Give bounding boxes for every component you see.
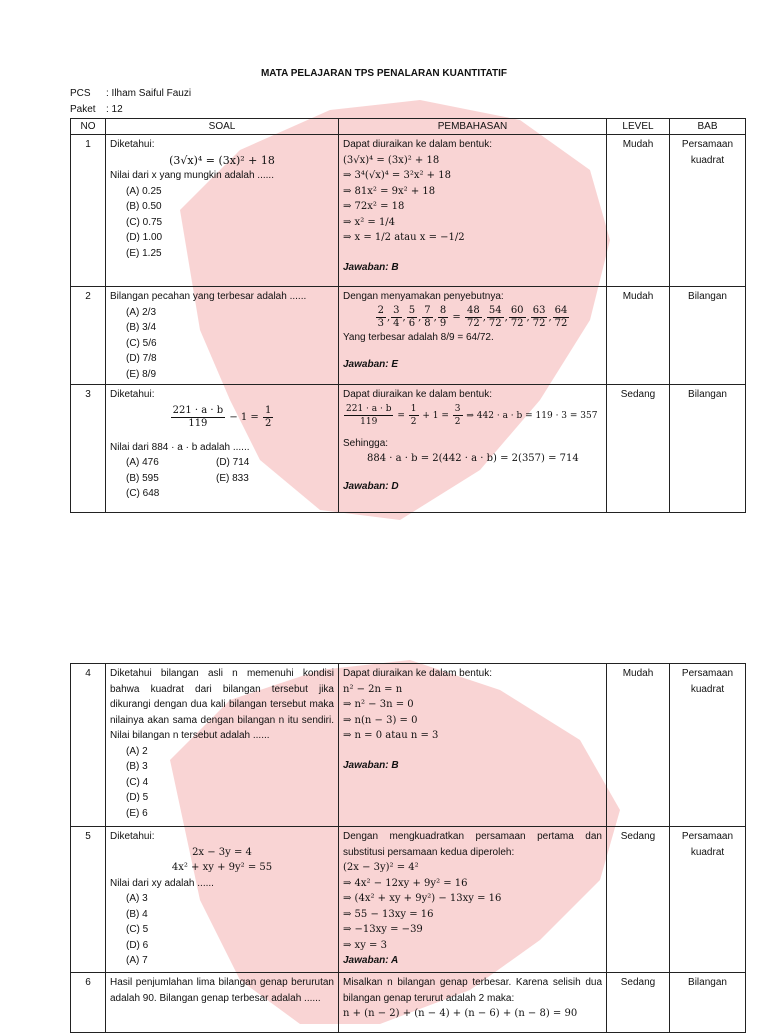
question-text: Nilai dari xy adalah ...... bbox=[110, 877, 214, 889]
question-equation: (3√x)⁴ = (3x)² + 18 bbox=[169, 153, 275, 167]
solution-line: n + (n − 2) + (n − 4) + (n − 6) + (n − 8) = 90 bbox=[343, 1008, 578, 1019]
option-e: (E) 6 bbox=[126, 807, 148, 819]
solution-line: ⇒ 55 − 13xy = 16 bbox=[343, 908, 434, 920]
option-c: (C) 4 bbox=[126, 776, 149, 788]
header-pembahasan: PEMBAHASAN bbox=[339, 119, 607, 135]
solution-line: n² − 2n = n bbox=[343, 683, 403, 695]
option-a: (A) 476 bbox=[126, 457, 159, 468]
option-row bbox=[110, 455, 334, 471]
solution-conclusion: Yang terbesar adalah 8/9 = 64/72. bbox=[343, 331, 494, 343]
option-d: (D) 6 bbox=[126, 939, 149, 951]
answer-key: Jawaban: D bbox=[343, 480, 399, 492]
option-e: (E) 1.25 bbox=[126, 247, 162, 259]
fraction: $\frac{60}{72}$ bbox=[510, 304, 524, 329]
chapter-cell: Bilangan bbox=[670, 385, 746, 513]
paket-value: : 12 bbox=[106, 104, 123, 115]
option-b: (B) 0.50 bbox=[126, 201, 162, 212]
header-level: LEVEL bbox=[607, 119, 670, 135]
row-number: 2 bbox=[71, 287, 106, 385]
meta-paket bbox=[70, 104, 123, 115]
row-number: 6 bbox=[71, 973, 106, 1033]
option-c: (C) 5 bbox=[126, 924, 149, 935]
table-row bbox=[71, 135, 746, 287]
question-equation: $\frac{221 \cdot a \cdot b}{119}$ − 1 = $\frac{1}{2}$ bbox=[172, 404, 272, 429]
solution-line: ⇒ (4x² + xy + 9y²) − 13xy = 16 bbox=[343, 893, 502, 904]
solution-cell bbox=[339, 135, 607, 287]
solution-intro: Dapat diuraikan ke dalam bentuk: bbox=[343, 389, 492, 400]
level-cell: Mudah bbox=[607, 287, 670, 385]
header-soal: SOAL bbox=[106, 119, 339, 135]
chapter-cell: Persamaan kuadrat bbox=[670, 827, 746, 973]
fraction: $\frac{2}{3}$ bbox=[377, 304, 384, 329]
solution-line: ⇒ xy = 3 bbox=[343, 939, 387, 951]
fraction: $\frac{5}{6}$ bbox=[408, 304, 416, 329]
answer-key: Jawaban: B bbox=[343, 261, 399, 273]
solution-intro: Dapat diuraikan ke dalam bentuk: bbox=[343, 139, 492, 150]
row-number: 1 bbox=[71, 135, 106, 287]
fraction: $\frac{64}{72}$ bbox=[554, 304, 568, 329]
option-c: (C) 5/6 bbox=[126, 337, 157, 349]
table-header-row bbox=[71, 119, 746, 135]
option-b: (B) 595 bbox=[126, 472, 159, 484]
question-table-1 bbox=[70, 118, 746, 513]
option-e: (E) 8/9 bbox=[126, 368, 157, 380]
fraction: $\frac{48}{72}$ bbox=[466, 304, 480, 329]
solution-line: (3√x)⁴ = (3x)² + 18 bbox=[343, 154, 440, 166]
option-b: (B) 3/4 bbox=[126, 322, 157, 333]
question-text: Diketahui bilangan asli n memenuhi kondisi bahwa kuadrat dari bilangan tersebut jika dikurangi dengan dua kali bilangan tersebut maka nilainya akan sama dengan bilangan n itu sendiri. Nilai bilangan n tersebut adalah ...... bbox=[110, 668, 334, 741]
level-cell: Sedang bbox=[607, 973, 670, 1033]
chapter-cell: Bilangan bbox=[670, 287, 746, 385]
fraction: $\frac{63}{72}$ bbox=[532, 304, 546, 329]
solution-line: ⇒ n = 0 atau n = 3 bbox=[343, 730, 439, 741]
answer-key: Jawaban: A bbox=[343, 955, 399, 966]
level-cell: Mudah bbox=[607, 135, 670, 287]
solution-line: ⇒ 4x² − 12xy + 9y² = 16 bbox=[343, 877, 468, 889]
option-c: (C) 648 bbox=[126, 488, 160, 499]
option-d: (D) 1.00 bbox=[126, 232, 163, 243]
option-a: (A) 3 bbox=[126, 893, 148, 904]
solution-line: ⇒ 72x² = 18 bbox=[343, 201, 405, 212]
solution-line: ⇒ x² = 1/4 bbox=[343, 216, 396, 228]
answer-key: Jawaban: B bbox=[343, 759, 399, 771]
level-cell: Mudah bbox=[607, 664, 670, 827]
fraction: $\frac{54}{72}$ bbox=[488, 304, 502, 329]
solution-cell bbox=[339, 287, 607, 385]
fraction-comparison: $\frac{2}{3}$ , $\frac{3}{4}$ , $\frac{5}{6}$ , $\frac{7}{8}$ , $\frac{8}{9}$ = $\frac{48}{72}$ , $\frac{54}{72}$ , $\frac{60}{72}$ , $\frac{63}{72}$ , $\frac{64}{72}$ bbox=[377, 304, 568, 329]
question-text: Hasil penjumlahan lima bilangan genap berurutan adalah 90. Bilangan genap terbesar adalah ...... bbox=[110, 977, 334, 1004]
option-a: (A) 2 bbox=[126, 745, 148, 757]
option-d: (D) 5 bbox=[126, 792, 149, 803]
paket-label: Paket bbox=[70, 104, 96, 115]
chapter-cell: Persamaan kuadrat bbox=[670, 664, 746, 827]
question-cell bbox=[106, 287, 339, 385]
option-a: (A) 0.25 bbox=[126, 185, 162, 197]
question-intro: Diketahui: bbox=[110, 389, 155, 400]
solution-final: 884 · a · b = 2(442 · a · b) = 2(357) = 714 bbox=[367, 453, 579, 464]
solution-intro: Dapat diuraikan ke dalam bentuk: bbox=[343, 668, 492, 679]
question-equation-1: 2x − 3y = 4 bbox=[192, 846, 252, 858]
question-cell bbox=[106, 135, 339, 287]
table-row bbox=[71, 827, 746, 973]
solution-line: $\frac{221 \cdot a \cdot b}{119}$ = $\frac{1}{2}$ + 1 = $\frac{3}{2}$ ⇒ 442 · a · b = 119 · 3 = 357 bbox=[346, 403, 598, 427]
option-e: (E) 833 bbox=[216, 472, 249, 484]
solution-line: ⇒ x = 1/2 atau x = −1/2 bbox=[343, 232, 465, 243]
level-cell: Sedang bbox=[607, 827, 670, 973]
row-number: 3 bbox=[71, 385, 106, 513]
question-cell bbox=[106, 664, 339, 827]
table-row bbox=[71, 287, 746, 385]
option-c: (C) 0.75 bbox=[126, 216, 163, 228]
solution-line: ⇒ n² − 3n = 0 bbox=[343, 699, 414, 710]
solution-line: ⇒ −13xy = −39 bbox=[343, 924, 423, 935]
question-table-2 bbox=[70, 663, 746, 1033]
solution-cell bbox=[339, 827, 607, 973]
chapter-cell: Bilangan bbox=[670, 973, 746, 1033]
meta-pcs bbox=[70, 88, 191, 99]
solution-line: ⇒ 81x² = 9x² + 18 bbox=[343, 185, 436, 197]
chapter-cell: Persamaan kuadrat bbox=[670, 135, 746, 287]
option-b: (B) 4 bbox=[126, 908, 148, 920]
option-d: (D) 7/8 bbox=[126, 353, 157, 364]
question-equation-2: 4x² + xy + 9y² = 55 bbox=[171, 862, 273, 873]
question-cell bbox=[106, 827, 339, 973]
row-number: 5 bbox=[71, 827, 106, 973]
header-no: NO bbox=[71, 119, 106, 135]
solution-cell bbox=[339, 385, 607, 513]
fraction: $\frac{7}{8}$ bbox=[424, 304, 431, 329]
fraction: $\frac{3}{4}$ bbox=[393, 304, 400, 329]
solution-intro: Dengan mengkuadratkan persamaan pertama dan substitusi persamaan kedua diperoleh: bbox=[343, 831, 602, 858]
option-row bbox=[110, 471, 334, 487]
level-cell: Sedang bbox=[607, 385, 670, 513]
question-text: Nilai dari 884 · a · b adalah ...... bbox=[110, 441, 250, 453]
question-text: Nilai dari x yang mungkin adalah ...... bbox=[110, 170, 274, 181]
pcs-value: : Ilham Saiful Fauzi bbox=[106, 88, 192, 99]
question-text: Bilangan pecahan yang terbesar adalah ...... bbox=[110, 291, 307, 302]
solution-line: (2x − 3y)² = 4² bbox=[343, 862, 419, 873]
option-d: (D) 714 bbox=[216, 457, 250, 468]
table-row bbox=[71, 385, 746, 513]
option-a: (A) 2/3 bbox=[126, 306, 157, 318]
solution-sehingga: Sehingga: bbox=[343, 437, 389, 449]
solution-cell bbox=[339, 664, 607, 827]
question-intro: Diketahui: bbox=[110, 139, 155, 150]
page-title: MATA PELAJARAN TPS PENALARAN KUANTITATIF bbox=[260, 68, 508, 79]
table-row bbox=[71, 664, 746, 827]
pcs-label: PCS bbox=[70, 88, 91, 99]
question-cell bbox=[106, 385, 339, 513]
solution-intro: Dengan menyamakan penyebutnya: bbox=[343, 291, 504, 302]
solution-line: ⇒ 3⁴(√x)⁴ = 3²x² + 18 bbox=[343, 170, 451, 181]
fraction: $\frac{8}{9}$ bbox=[439, 304, 447, 329]
row-number: 4 bbox=[71, 664, 106, 827]
option-e: (A) 7 bbox=[126, 955, 148, 966]
question-intro: Diketahui: bbox=[110, 831, 155, 842]
answer-key: Jawaban: E bbox=[343, 359, 399, 370]
header-bab: BAB bbox=[670, 119, 746, 135]
solution-line: ⇒ n(n − 3) = 0 bbox=[343, 714, 418, 726]
solution-intro: Misalkan n bilangan genap terbesar. Karena selisih dua bilangan genap terurut adalah 2 maka: bbox=[343, 977, 602, 1004]
option-b: (B) 3 bbox=[126, 761, 148, 772]
